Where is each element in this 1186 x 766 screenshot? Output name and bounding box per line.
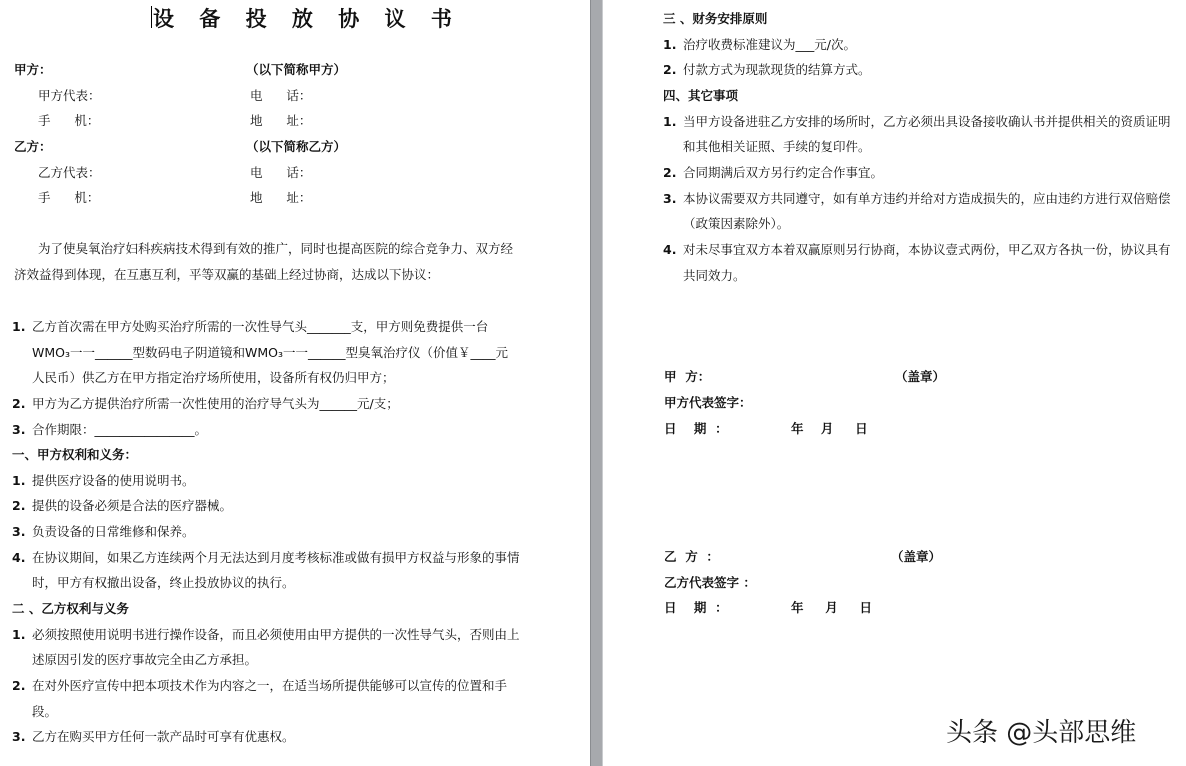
intro-line: 为了使臭氧治疗妇科疾病技术得到有效的推广，同时也提高医院的综合竞争力、双方经 xyxy=(38,241,514,256)
seal-b: （盖章） xyxy=(891,549,942,564)
item-number: 3. xyxy=(663,191,677,206)
document-title: 设 备 投 放 协 议 书 xyxy=(153,6,461,31)
item-number: 1. xyxy=(663,37,677,52)
section-heading: 一、甲方权利和义务： xyxy=(12,447,138,462)
item-number: 3. xyxy=(12,729,26,744)
item-line: 在对外医疗宣传中把本项技术作为内容之一，在适当场所提供能够可以宣传的位置和手 xyxy=(32,678,508,693)
item-line: 在协议期间，如果乙方连续两个月无法达到月度考核标准或做有损甲方权益与形象的事情 xyxy=(32,550,520,565)
item-line: 合同期满后双方另行约定合作事宜。 xyxy=(683,165,884,180)
party-a-label: 甲方： xyxy=(14,62,52,77)
clause-line: 甲方为乙方提供治疗所需一次性使用的治疗导气头为______元/支； xyxy=(32,396,399,411)
item-number: 2. xyxy=(663,165,677,180)
item-line: 段。 xyxy=(32,704,58,719)
party-b-phone: 电 话： xyxy=(250,165,312,180)
item-line: （政策因素除外）。 xyxy=(683,216,790,231)
watermark: 头条 @头部思维 xyxy=(946,718,1137,748)
party-a-address: 地 址： xyxy=(250,113,312,128)
party-b-alias: （以下简称乙方） xyxy=(246,139,347,154)
clause-line: 乙方首次需在甲方处购买治疗所需的一次性导气头_______支，甲方则免费提供一台 xyxy=(32,319,489,334)
item-line: 负责设备的日常维修和保养。 xyxy=(32,524,195,539)
item-number: 1. xyxy=(12,473,26,488)
party-b-label: 乙方： xyxy=(14,139,52,154)
item-line: 对未尽事宜双方本着双赢原则另行协商，本协议壹式两份，甲乙双方各执一份，协议具有 xyxy=(683,242,1171,257)
sign-party-a: 甲 方： xyxy=(664,369,711,384)
item-line: 当甲方设备进驻乙方安排的场所时，乙方必须出具设备接收确认书并提供相关的资质证明 xyxy=(683,114,1171,129)
item-line: 提供的设备必须是合法的医疗器械。 xyxy=(32,498,233,513)
sign-rep-a: 甲方代表签字： xyxy=(664,395,752,410)
party-a-alias: （以下简称甲方） xyxy=(246,62,347,77)
page-gap-divider xyxy=(590,0,603,766)
item-number: 4. xyxy=(663,242,677,257)
sign-party-b: 乙 方 ： xyxy=(664,549,719,564)
date-label-b: 日 期 ： xyxy=(664,600,728,615)
item-line: 提供医疗设备的使用说明书。 xyxy=(32,473,195,488)
date-fields-a: 年 月 日 xyxy=(791,421,868,436)
date-label-a: 日 期 ： xyxy=(664,421,728,436)
party-b-rep: 乙方代表： xyxy=(38,165,101,180)
item-line: 付款方式为现款现货的结算方式。 xyxy=(683,62,871,77)
party-a-rep: 甲方代表： xyxy=(38,88,101,103)
date-fields-b: 年 月 日 xyxy=(791,600,873,615)
item-line: 治疗收费标准建议为___元/次。 xyxy=(683,37,856,52)
item-number: 2. xyxy=(12,498,26,513)
seal-a: （盖章） xyxy=(895,369,946,384)
sign-rep-b: 乙方代表签字 ： xyxy=(664,575,756,590)
document-page-right xyxy=(603,0,1186,766)
item-line: 述原因引发的医疗事故完全由乙方承担。 xyxy=(32,652,258,667)
text-cursor xyxy=(151,6,152,28)
item-number: 4. xyxy=(12,550,26,565)
item-line: 共同效力。 xyxy=(683,268,746,283)
item-line: 和其他相关证照、手续的复印件。 xyxy=(683,139,871,154)
clause-line: WMO₃一一______型数码电子阴道镜和WMO₃一一______型臭氧治疗仪（价值￥____元 xyxy=(32,345,508,360)
item-line: 乙方在购买甲方任何一款产品时可享有优惠权。 xyxy=(32,729,295,744)
item-line: 时，甲方有权撤出设备，终止投放协议的执行。 xyxy=(32,575,295,590)
item-number: 2. xyxy=(663,62,677,77)
section-heading: 三 、财务安排原则 xyxy=(663,11,768,26)
item-number: 3. xyxy=(12,524,26,539)
item-number: 1. xyxy=(12,627,26,642)
section-heading: 二 、乙方权利与义务 xyxy=(12,601,129,616)
clause-line: 合作期限：________________。 xyxy=(32,422,208,437)
clause-number: 3. xyxy=(12,422,26,437)
section-heading: 四、其它事项 xyxy=(663,88,739,103)
party-b-address: 地 址： xyxy=(250,190,312,205)
party-a-mobile: 手 机： xyxy=(38,113,100,128)
party-a-phone: 电 话： xyxy=(250,88,312,103)
document-page-left xyxy=(0,0,590,766)
item-line: 本协议需要双方共同遵守，如有单方违约并给对方造成损失的，应由违约方进行双倍赔偿 xyxy=(683,191,1171,206)
clause-number: 2. xyxy=(12,396,26,411)
intro-line: 济效益得到体现，在互惠互利，平等双赢的基础上经过协商，达成以下协议： xyxy=(14,267,440,282)
item-line: 必须按照使用说明书进行操作设备，而且必须使用由甲方提供的一次性导气头，否则由上 xyxy=(32,627,520,642)
item-number: 1. xyxy=(663,114,677,129)
party-b-mobile: 手 机： xyxy=(38,190,100,205)
item-number: 2. xyxy=(12,678,26,693)
clause-number: 1. xyxy=(12,319,26,334)
clause-line: 人民币）供乙方在甲方指定治疗场所使用，设备所有权仍归甲方； xyxy=(32,370,395,385)
